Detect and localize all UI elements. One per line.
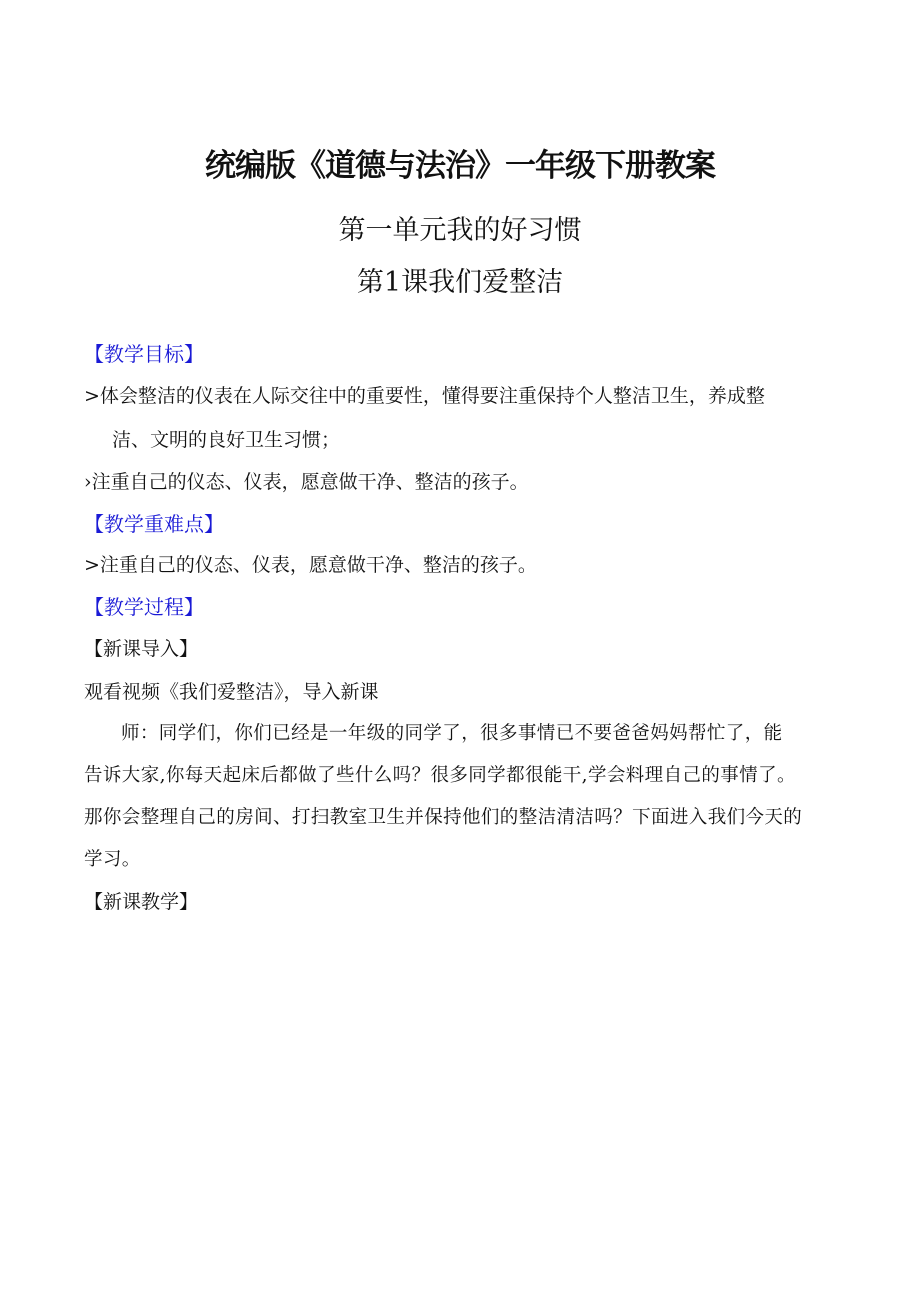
goal-item-2-text: 注重自己的仪态、仪表，愿意做干净、整洁的孩子。 bbox=[91, 471, 529, 493]
teacher-paragraph-line-2: 告诉大家,你每天起床后都做了些什么吗？很多同学都很能干,学会料理自己的事情了。 bbox=[84, 765, 796, 786]
bullet-marker: > bbox=[84, 554, 100, 576]
teacher-paragraph-line-1: 师：同学们，你们已经是一年级的同学了，很多事情已不要爸爸妈妈帮忙了，能 bbox=[121, 723, 783, 744]
bullet-marker: › bbox=[84, 471, 92, 493]
lesson-title: 第1课我们爱整洁 bbox=[356, 267, 564, 298]
key-point-item-1-text: 注重自己的仪态、仪表，愿意做干净、整洁的孩子。 bbox=[99, 554, 537, 576]
goal-item-1-text: 体会整洁的仪表在人际交往中的重要性，懂得要注重保持个人整洁卫生，养成整 bbox=[99, 385, 765, 407]
process-heading: 【教学过程】 bbox=[84, 595, 204, 619]
teaching-heading: 【新课教学】 bbox=[84, 891, 199, 913]
document-title: 统编版《道德与法治》一年级下册教案 bbox=[205, 148, 715, 184]
teacher-paragraph-line-3: 那你会整理自己的房间、打扫教室卫生并保持他们的整洁清洁吗？下面进入我们今天的 bbox=[84, 807, 803, 828]
goal-item-1 bbox=[84, 384, 765, 408]
intro-heading: 【新课导入】 bbox=[84, 638, 199, 660]
goals-heading: 【教学目标】 bbox=[84, 342, 204, 366]
goal-item-1-continuation: 洁、文明的良好卫生习惯； bbox=[112, 429, 341, 451]
bullet-marker: > bbox=[84, 385, 100, 407]
intro-line: 观看视频《我们爱整洁》，导入新课 bbox=[84, 681, 379, 703]
key-points-heading: 【教学重难点】 bbox=[84, 512, 224, 536]
unit-title: 第一单元我的好习惯 bbox=[338, 215, 582, 246]
key-point-item-1 bbox=[84, 553, 537, 577]
goal-item-2 bbox=[84, 470, 529, 494]
teacher-paragraph-line-4: 学习。 bbox=[84, 849, 141, 870]
